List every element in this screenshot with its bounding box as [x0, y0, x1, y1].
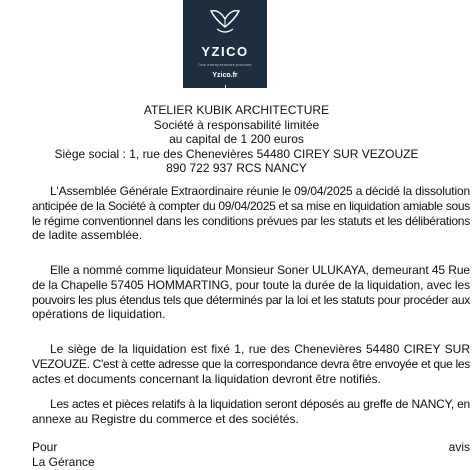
logo-divider	[225, 85, 226, 88]
notice-header	[0, 103, 473, 176]
paragraph-line: Le siège de la liquidation est fixé 1, rue des Chenevières 54480 CIREY SUR	[50, 342, 470, 356]
paragraph-seat	[32, 342, 470, 386]
yzico-logo	[183, 0, 267, 88]
closing-line: Pour avis	[32, 440, 470, 454]
paragraph-line: de la Chapelle 57405 HOMMARTING, pour toute la durée de la liquidation, avec les	[32, 277, 470, 292]
paragraph-dissolution	[32, 184, 470, 243]
closing-signature: La Gérance	[32, 454, 95, 469]
paragraph-line: VEZOUZE. C'est à cette adresse que la correspondance devra être envoyée et que les	[32, 356, 470, 371]
paragraph-line: annexe au Registre du commerce et des sociétés.	[32, 411, 299, 426]
paragraph-line: L'Assemblée Générale Extraordinaire réunie le 09/04/2025 a décidé la dissolution	[50, 184, 470, 198]
company-name: ATELIER KUBIK ARCHITECTURE	[143, 103, 330, 117]
company-seat: Siège social : 1, rue des Chenevières 54480 CIREY SUR VEZOUZE	[54, 146, 419, 161]
yzico-emblem-icon	[205, 5, 245, 41]
paragraph-line: actes et documents concernant la liquidation devront être notifiés.	[32, 371, 381, 386]
paragraph-line: le régime conventionnel dans les conditions prévues par les statuts et les délibérations	[32, 213, 470, 228]
paragraph-line: opérations de liquidation.	[32, 307, 166, 322]
company-form: Société à responsabilité limitée	[153, 117, 320, 132]
logo-brand: YZICO	[201, 44, 249, 59]
paragraph-line: Les actes et pièces relatifs à la liquidation seront déposés au greffe de NANCY, en	[50, 397, 470, 411]
paragraph-line: de ladite assemblée.	[32, 228, 143, 243]
company-rcs: 890 722 937 RCS NANCY	[166, 161, 307, 175]
paragraph-filing	[32, 397, 470, 427]
logo-url: Yzico.fr	[212, 72, 238, 79]
paragraph-line: Elle a nommé comme liquidateur Monsieur Soner ULUKAYA, demeurant 45 Rue	[50, 263, 470, 277]
paragraph-line: pouvoirs les plus étendus tels que déterminés par la loi et les statuts pour procéder aux	[32, 292, 471, 307]
paragraph-line: anticipée de la Société à compter du 09/04/2025 et sa mise en liquidation amiable sous	[32, 198, 470, 213]
paragraph-liquidator	[32, 263, 470, 322]
company-capital: au capital de 1 200 euros	[169, 132, 304, 146]
closing	[32, 440, 470, 470]
logo-tagline: Des entrepreneurs proches	[198, 62, 252, 67]
